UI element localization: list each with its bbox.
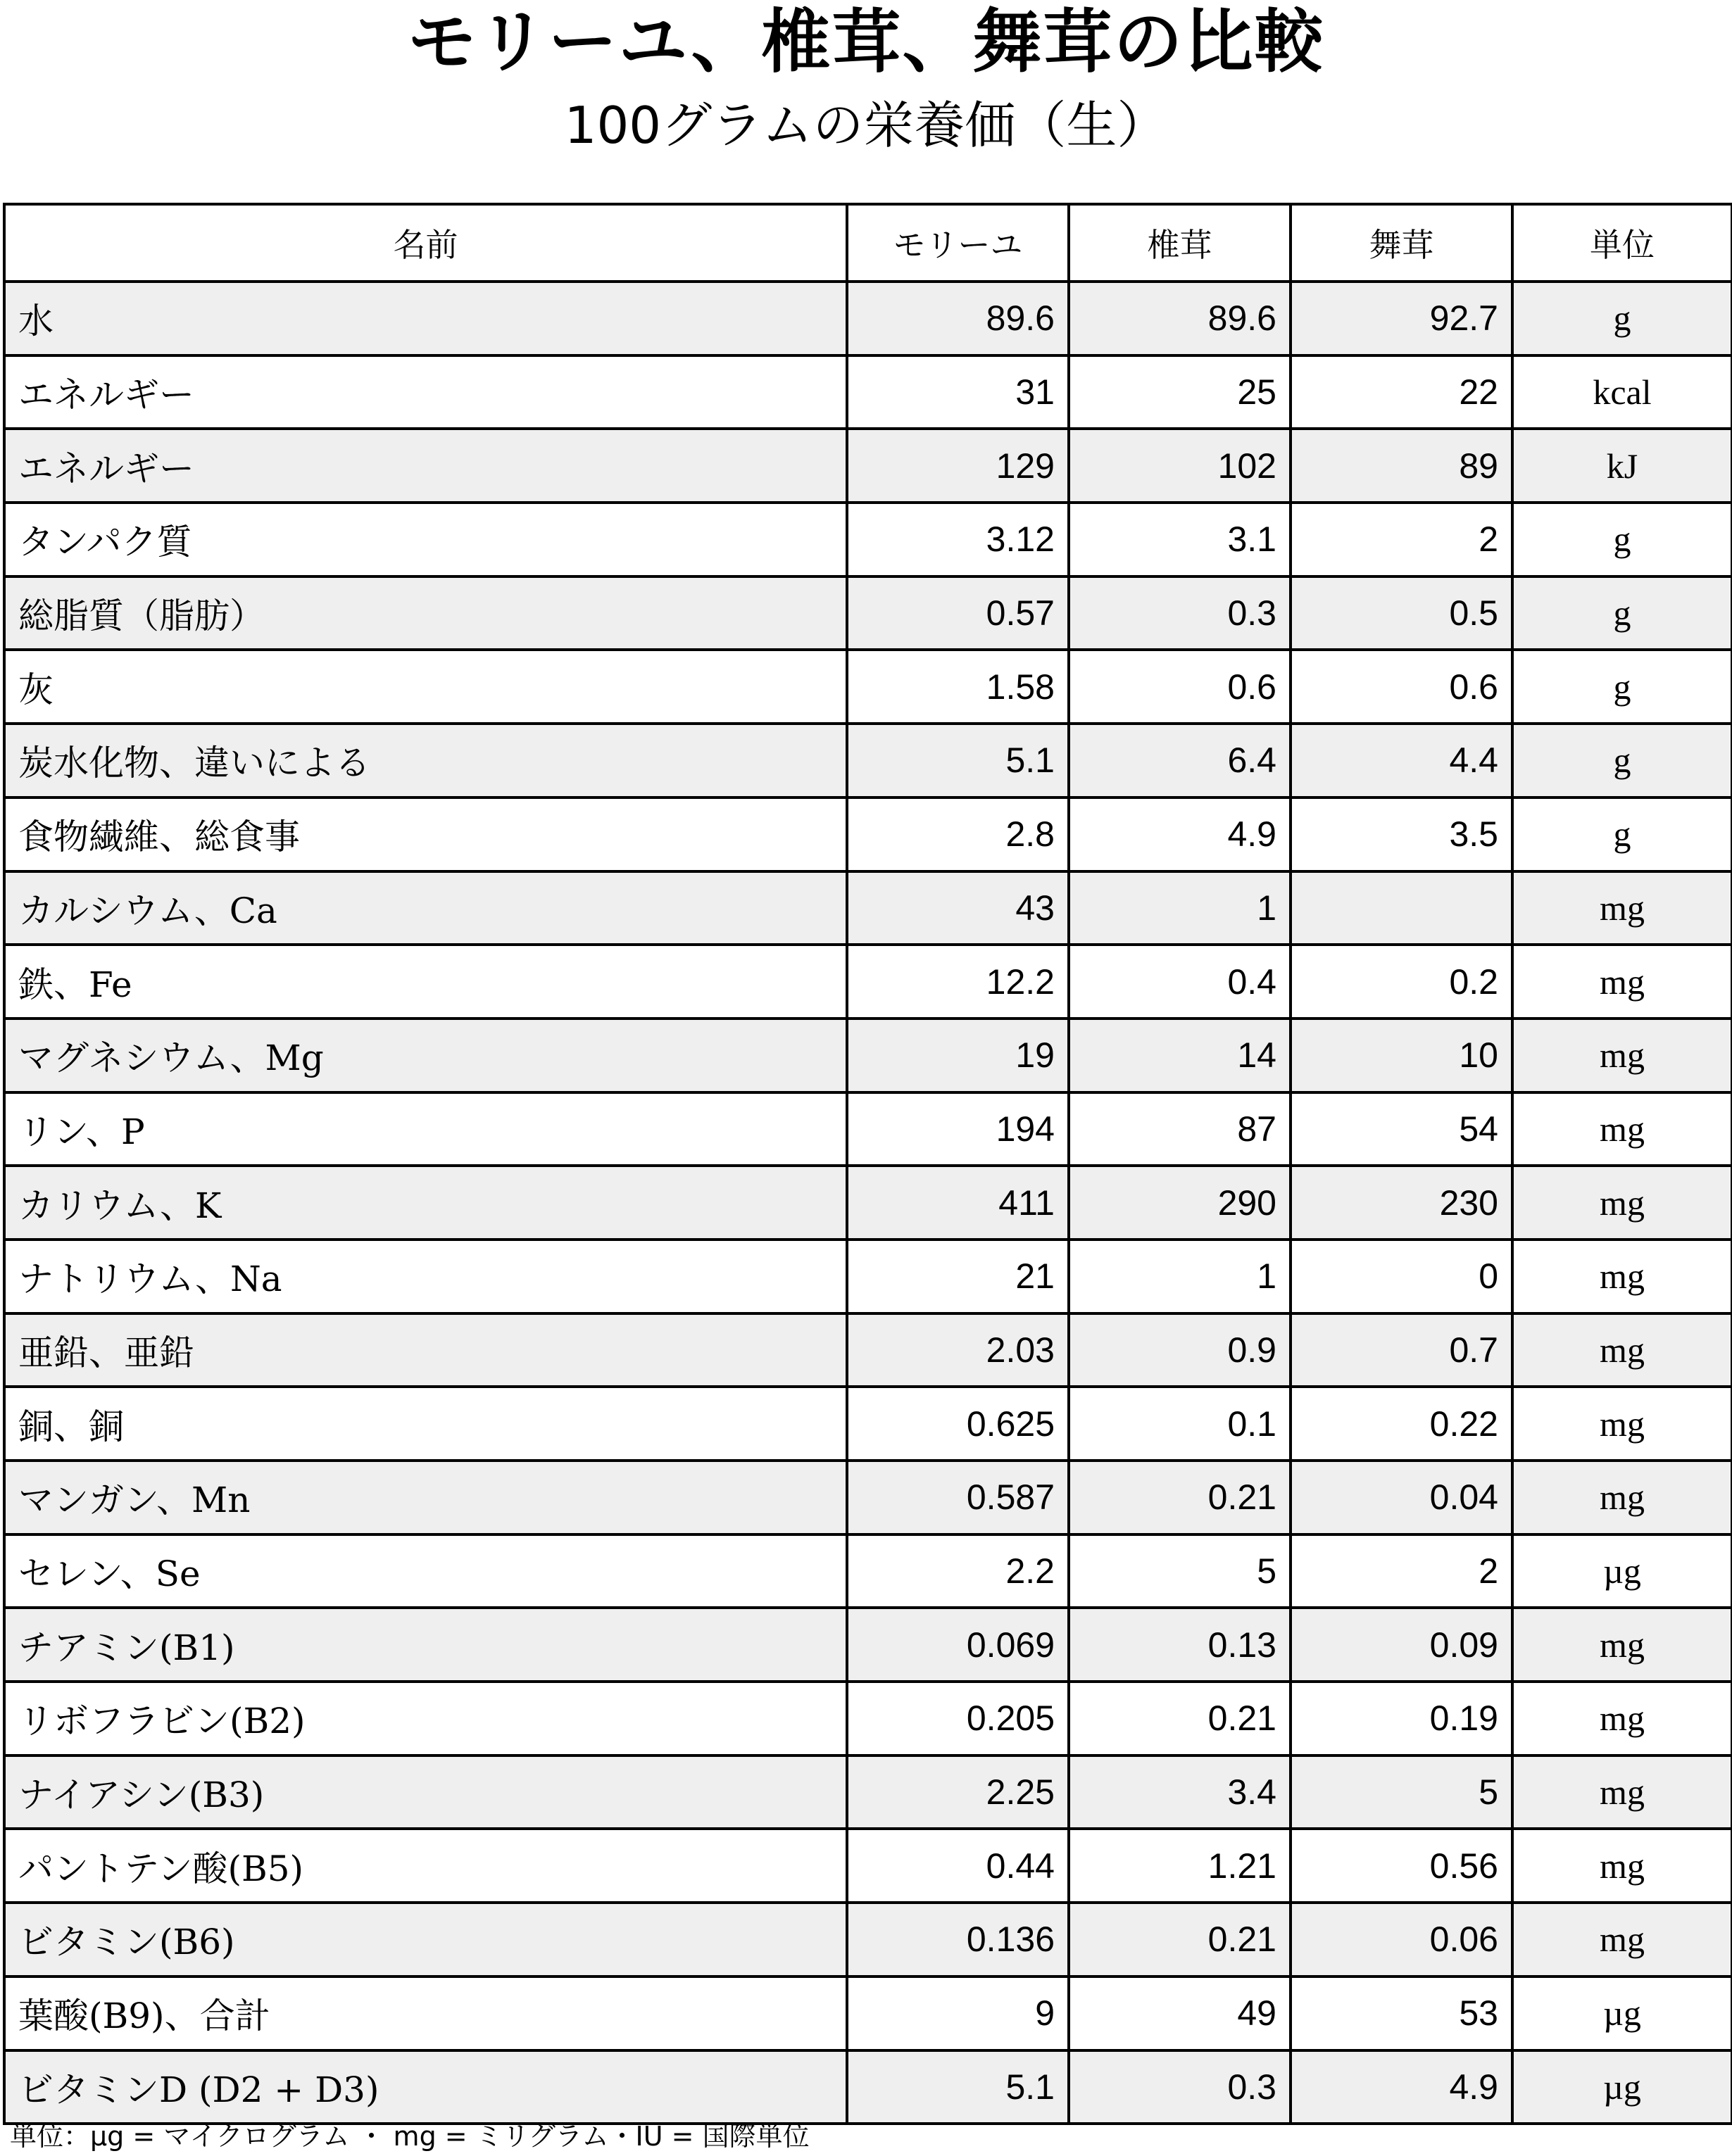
nutrient-name-cell: 鉄、Fe: [4, 945, 847, 1019]
header-morel: モリーユ: [847, 204, 1069, 282]
shiitake-value-cell: 1.21: [1069, 1829, 1291, 1903]
shiitake-value-cell: 0.9: [1069, 1313, 1291, 1387]
unit-cell: mg: [1512, 1608, 1732, 1682]
nutrient-name-cell: エネルギー: [4, 355, 847, 429]
unit-cell: mg: [1512, 1903, 1732, 1977]
unit-cell: µg: [1512, 2050, 1732, 2124]
table-row: [4, 798, 1732, 871]
table-row: [4, 1240, 1732, 1313]
shiitake-value-cell: 0.21: [1069, 1682, 1291, 1755]
table-row: [4, 1387, 1732, 1461]
morel-value-cell: 2.8: [847, 798, 1069, 871]
shiitake-value-cell: 3.4: [1069, 1755, 1291, 1829]
morel-value-cell: 2.03: [847, 1313, 1069, 1387]
nutrient-name-cell: ナトリウム、Na: [4, 1240, 847, 1313]
unit-cell: mg: [1512, 1019, 1732, 1092]
table-row: [4, 2050, 1732, 2124]
morel-value-cell: 0.57: [847, 576, 1069, 650]
morel-value-cell: 5.1: [847, 2050, 1069, 2124]
morel-value-cell: 43: [847, 871, 1069, 945]
nutrient-name-cell: 葉酸(B9)、合計: [4, 1977, 847, 2050]
unit-cell: g: [1512, 798, 1732, 871]
shiitake-value-cell: 5: [1069, 1534, 1291, 1608]
nutrient-name-cell: 総脂質（脂肪）: [4, 576, 847, 650]
shiitake-value-cell: 87: [1069, 1092, 1291, 1166]
unit-cell: g: [1512, 650, 1732, 724]
shiitake-value-cell: 0.3: [1069, 576, 1291, 650]
morel-value-cell: 0.587: [847, 1461, 1069, 1534]
table-row: [4, 355, 1732, 429]
unit-cell: mg: [1512, 1240, 1732, 1313]
morel-value-cell: 19: [847, 1019, 1069, 1092]
header-shiitake: 椎茸: [1069, 204, 1291, 282]
table-row: [4, 1019, 1732, 1092]
nutrient-name-cell: タンパク質: [4, 503, 847, 576]
morel-value-cell: 0.44: [847, 1829, 1069, 1903]
morel-value-cell: 129: [847, 429, 1069, 503]
maitake-value-cell: 5: [1291, 1755, 1512, 1829]
table-row: [4, 1534, 1732, 1608]
maitake-value-cell: 0: [1291, 1240, 1512, 1313]
maitake-value-cell: 0.2: [1291, 945, 1512, 1019]
unit-cell: mg: [1512, 1313, 1732, 1387]
unit-cell: kcal: [1512, 355, 1732, 429]
shiitake-value-cell: 0.3: [1069, 2050, 1291, 2124]
morel-value-cell: 2.25: [847, 1755, 1069, 1829]
unit-cell: mg: [1512, 871, 1732, 945]
nutrient-name-cell: チアミン(B1): [4, 1608, 847, 1682]
nutrient-name-cell: セレン、Se: [4, 1534, 847, 1608]
shiitake-value-cell: 4.9: [1069, 798, 1291, 871]
table-row: [4, 429, 1732, 503]
unit-cell: µg: [1512, 1534, 1732, 1608]
maitake-value-cell: 2: [1291, 503, 1512, 576]
unit-cell: mg: [1512, 1829, 1732, 1903]
header-maitake: 舞茸: [1291, 204, 1512, 282]
table-row: [4, 1313, 1732, 1387]
nutrient-name-cell: エネルギー: [4, 429, 847, 503]
shiitake-value-cell: 0.4: [1069, 945, 1291, 1019]
morel-value-cell: 1.58: [847, 650, 1069, 724]
shiitake-value-cell: 3.1: [1069, 503, 1291, 576]
table-row: [4, 282, 1732, 355]
nutrient-name-cell: 水: [4, 282, 847, 355]
morel-value-cell: 194: [847, 1092, 1069, 1166]
maitake-value-cell: 0.04: [1291, 1461, 1512, 1534]
unit-cell: mg: [1512, 1166, 1732, 1240]
maitake-value-cell: 4.4: [1291, 724, 1512, 798]
table-row: [4, 1166, 1732, 1240]
table-row: [4, 871, 1732, 945]
maitake-value-cell: 0.06: [1291, 1903, 1512, 1977]
morel-value-cell: 31: [847, 355, 1069, 429]
maitake-value-cell: 2: [1291, 1534, 1512, 1608]
nutrition-table: [3, 203, 1732, 2125]
nutrient-name-cell: 亜鉛、亜鉛: [4, 1313, 847, 1387]
unit-cell: g: [1512, 503, 1732, 576]
nutrient-name-cell: リン、P: [4, 1092, 847, 1166]
shiitake-value-cell: 89.6: [1069, 282, 1291, 355]
table-row: [4, 1977, 1732, 2050]
maitake-value-cell: 22: [1291, 355, 1512, 429]
table-row: [4, 1829, 1732, 1903]
morel-value-cell: 12.2: [847, 945, 1069, 1019]
nutrient-name-cell: マンガン、Mn: [4, 1461, 847, 1534]
nutrient-name-cell: 炭水化物、違いによる: [4, 724, 847, 798]
nutrient-name-cell: ビタミン(B6): [4, 1903, 847, 1977]
shiitake-value-cell: 0.1: [1069, 1387, 1291, 1461]
shiitake-value-cell: 0.21: [1069, 1461, 1291, 1534]
header-unit: 単位: [1512, 204, 1732, 282]
morel-value-cell: 0.069: [847, 1608, 1069, 1682]
nutrient-name-cell: カルシウム、Ca: [4, 871, 847, 945]
morel-value-cell: 21: [847, 1240, 1069, 1313]
shiitake-value-cell: 1: [1069, 1240, 1291, 1313]
morel-value-cell: 89.6: [847, 282, 1069, 355]
maitake-value-cell: 0.22: [1291, 1387, 1512, 1461]
maitake-value-cell: 89: [1291, 429, 1512, 503]
maitake-value-cell: 10: [1291, 1019, 1512, 1092]
shiitake-value-cell: 49: [1069, 1977, 1291, 2050]
maitake-value-cell: 4.9: [1291, 2050, 1512, 2124]
maitake-value-cell: 230: [1291, 1166, 1512, 1240]
maitake-value-cell: 53: [1291, 1977, 1512, 2050]
shiitake-value-cell: 0.21: [1069, 1903, 1291, 1977]
maitake-value-cell: [1291, 871, 1512, 945]
table-row: [4, 724, 1732, 798]
shiitake-value-cell: 25: [1069, 355, 1291, 429]
shiitake-value-cell: 6.4: [1069, 724, 1291, 798]
morel-value-cell: 0.625: [847, 1387, 1069, 1461]
nutrient-name-cell: マグネシウム、Mg: [4, 1019, 847, 1092]
table-row: [4, 945, 1732, 1019]
table-header-row: [4, 204, 1732, 282]
maitake-value-cell: 0.7: [1291, 1313, 1512, 1387]
unit-cell: mg: [1512, 1461, 1732, 1534]
morel-value-cell: 411: [847, 1166, 1069, 1240]
table-row: [4, 1092, 1732, 1166]
shiitake-value-cell: 0.13: [1069, 1608, 1291, 1682]
nutrient-name-cell: カリウム、K: [4, 1166, 847, 1240]
morel-value-cell: 9: [847, 1977, 1069, 2050]
unit-cell: kJ: [1512, 429, 1732, 503]
units-footnote: 単位：µg = マイクログラム ・ mg = ミリグラム・IU = 国際単位: [10, 2121, 810, 2152]
maitake-value-cell: 0.19: [1291, 1682, 1512, 1755]
maitake-value-cell: 0.6: [1291, 650, 1512, 724]
table-row: [4, 1755, 1732, 1829]
unit-cell: mg: [1512, 1755, 1732, 1829]
shiitake-value-cell: 14: [1069, 1019, 1291, 1092]
shiitake-value-cell: 102: [1069, 429, 1291, 503]
maitake-value-cell: 54: [1291, 1092, 1512, 1166]
nutrient-name-cell: ビタミンD (D2 + D3): [4, 2050, 847, 2124]
page-subtitle: 100グラムの栄養価（生）: [564, 96, 1168, 155]
shiitake-value-cell: 0.6: [1069, 650, 1291, 724]
nutrient-name-cell: ナイアシン(B3): [4, 1755, 847, 1829]
table-row: [4, 1608, 1732, 1682]
page-title: モリーユ、椎茸、舞茸の比較: [407, 2, 1325, 82]
table-row: [4, 1682, 1732, 1755]
shiitake-value-cell: 1: [1069, 871, 1291, 945]
nutrient-name-cell: リボフラビン(B2): [4, 1682, 847, 1755]
morel-value-cell: 0.205: [847, 1682, 1069, 1755]
unit-cell: g: [1512, 576, 1732, 650]
table-row: [4, 1461, 1732, 1534]
nutrient-name-cell: 銅、銅: [4, 1387, 847, 1461]
table-row: [4, 1903, 1732, 1977]
unit-cell: mg: [1512, 1092, 1732, 1166]
nutrient-name-cell: 食物繊維、総食事: [4, 798, 847, 871]
unit-cell: mg: [1512, 1387, 1732, 1461]
morel-value-cell: 0.136: [847, 1903, 1069, 1977]
shiitake-value-cell: 290: [1069, 1166, 1291, 1240]
maitake-value-cell: 0.09: [1291, 1608, 1512, 1682]
header-name: 名前: [4, 204, 847, 282]
morel-value-cell: 2.2: [847, 1534, 1069, 1608]
maitake-value-cell: 92.7: [1291, 282, 1512, 355]
maitake-value-cell: 0.56: [1291, 1829, 1512, 1903]
unit-cell: mg: [1512, 1682, 1732, 1755]
morel-value-cell: 5.1: [847, 724, 1069, 798]
nutrient-name-cell: パントテン酸(B5): [4, 1829, 847, 1903]
maitake-value-cell: 3.5: [1291, 798, 1512, 871]
unit-cell: g: [1512, 282, 1732, 355]
maitake-value-cell: 0.5: [1291, 576, 1512, 650]
table-row: [4, 503, 1732, 576]
morel-value-cell: 3.12: [847, 503, 1069, 576]
table-body: [4, 282, 1732, 2124]
nutrient-name-cell: 灰: [4, 650, 847, 724]
unit-cell: g: [1512, 724, 1732, 798]
unit-cell: µg: [1512, 1977, 1732, 2050]
table-row: [4, 650, 1732, 724]
table-row: [4, 576, 1732, 650]
unit-cell: mg: [1512, 945, 1732, 1019]
